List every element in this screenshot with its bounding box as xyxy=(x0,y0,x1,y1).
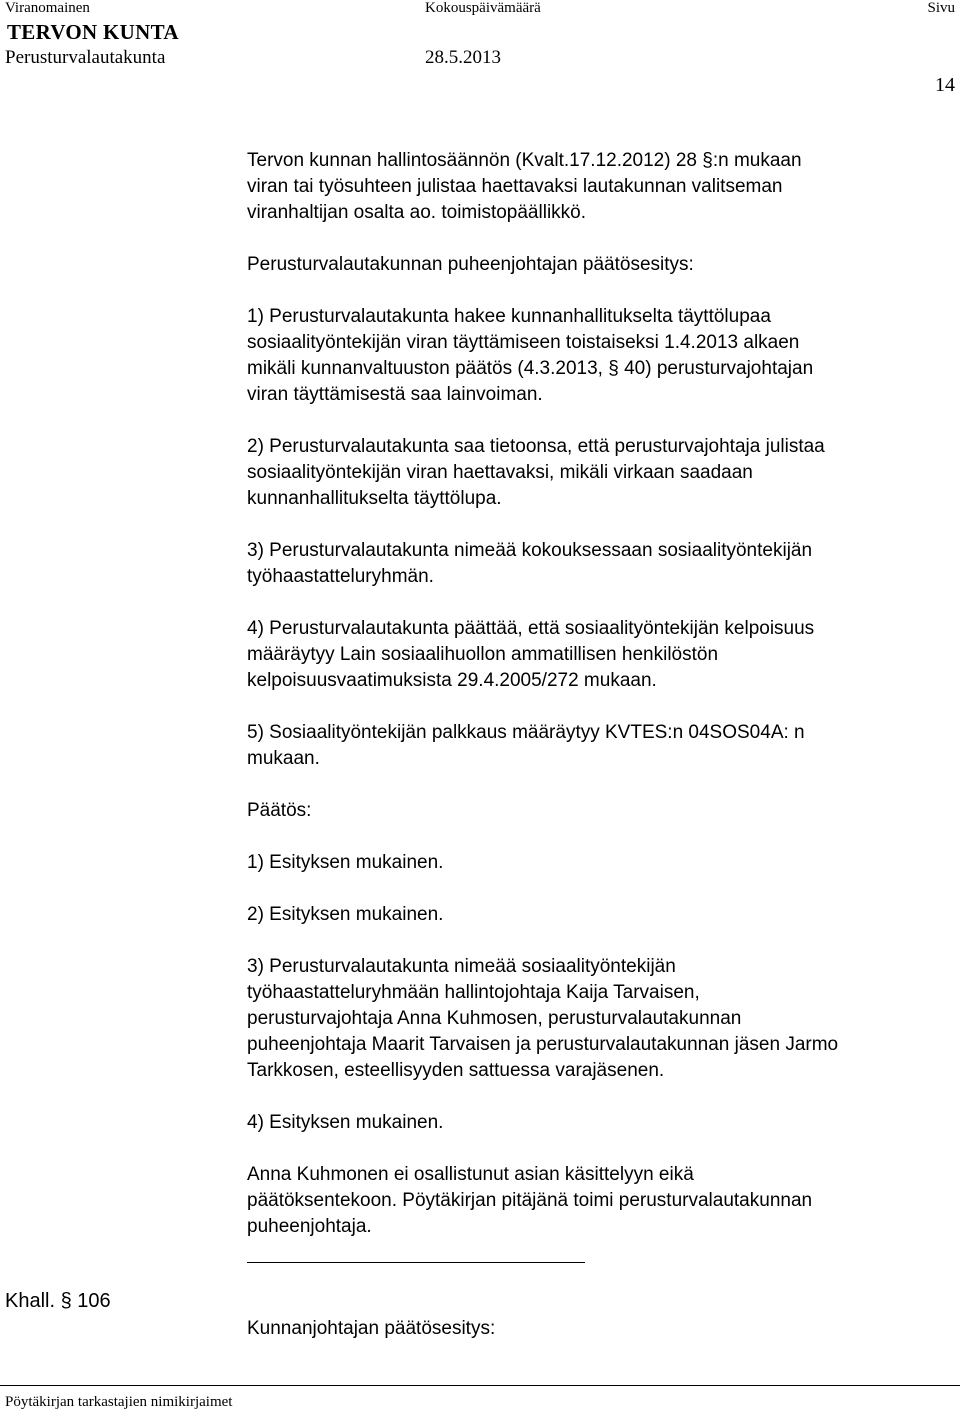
text-line: 5) Sosiaalityöntekijän palkkaus määräytyy KVTES:n 04SOS04A: n xyxy=(247,722,805,743)
text-line: 2) Perusturvalautakunta saa tietoonsa, että perusturvajohtaja julistaa xyxy=(247,436,825,457)
text-line: 3) Perusturvalautakunta nimeää sosiaalityöntekijän xyxy=(247,956,676,977)
text-line: Tarkkosen, esteellisyyden sattuessa varajäsenen. xyxy=(247,1060,665,1081)
document-footer xyxy=(0,1385,960,1418)
text-line: 4) Perusturvalautakunta päättää, että sosiaalityöntekijän kelpoisuus xyxy=(247,618,815,639)
text-line: sosiaalityöntekijän viran täyttämiseen toistaiseksi 1.4.2013 alkaen xyxy=(247,332,800,353)
text-line: sosiaalityöntekijän viran haettavaksi, mikäli virkaan saadaan xyxy=(247,462,753,483)
decision-item-3 xyxy=(247,954,952,1084)
text-line: kelpoisuusvaatimuksista 29.4.2005/272 mukaan. xyxy=(247,670,657,691)
authority-label: Viranomainen xyxy=(5,0,90,16)
text-line: viran tai työsuhteen julistaa haettavaksi lautakunnan valitseman xyxy=(247,176,783,197)
page-label: Sivu xyxy=(927,0,955,16)
text-line: kunnanhallitukselta täyttölupa. xyxy=(247,488,502,509)
text-line: määräytyy Lain sosiaalihuollon ammatillisen henkilöstön xyxy=(247,644,719,665)
document-header xyxy=(0,0,960,110)
meeting-date: 28.5.2013 xyxy=(425,47,501,68)
board-name: Perusturvalautakunta xyxy=(5,47,166,68)
separator-rule xyxy=(247,1262,585,1263)
proposal-item-3 xyxy=(247,538,952,590)
text-line: päätöksentekoon. Pöytäkirjan pitäjänä toimi perusturvalautakunnan xyxy=(247,1190,813,1211)
text-line: puheenjohtaja Maarit Tarvaisen ja perusturvalautakunnan jäsen Jarmo xyxy=(247,1034,839,1055)
footer-text: Pöytäkirjan tarkastajien nimikirjaimet xyxy=(5,1394,233,1410)
proposal-item-5 xyxy=(247,720,952,772)
text-line: viran täyttämisestä saa lainvoiman. xyxy=(247,384,543,405)
proposal-item-4 xyxy=(247,616,952,694)
text-line: puheenjohtaja. xyxy=(247,1216,372,1237)
decision-heading: Päätös: xyxy=(247,800,312,821)
next-proposal-heading: Kunnanjohtajan päätösesitys: xyxy=(247,1318,496,1339)
text-line: työhaastatteluryhmään hallintojohtaja Kaija Tarvaisen, xyxy=(247,982,700,1003)
proposal-heading: Perusturvalautakunnan puheenjohtajan päätösesitys: xyxy=(247,254,694,275)
text-line: Tervon kunnan hallintosäännön (Kvalt.17.12.2012) 28 §:n mukaan xyxy=(247,150,802,171)
text-line: työhaastatteluryhmän. xyxy=(247,566,434,587)
recusal-note xyxy=(247,1162,952,1240)
text-line: mikäli kunnanvaltuuston päätös (4.3.2013, § 40) perusturvajohtajan xyxy=(247,358,814,379)
proposal-item-2 xyxy=(247,434,952,512)
decision-item-1: 1) Esityksen mukainen. xyxy=(247,852,444,873)
document-body xyxy=(247,148,952,1266)
text-line: viranhaltijan osalta ao. toimistopäällikkö. xyxy=(247,202,587,223)
organization-name: TERVON KUNTA xyxy=(7,20,179,44)
section-label: Khall. § 106 xyxy=(5,1290,111,1312)
page-number: 14 xyxy=(935,74,955,96)
text-line: Anna Kuhmonen ei osallistunut asian käsittelyyn eikä xyxy=(247,1164,694,1185)
decision-item-4: 4) Esityksen mukainen. xyxy=(247,1112,444,1133)
text-line: 3) Perusturvalautakunta nimeää kokouksessaan sosiaalityöntekijän xyxy=(247,540,813,561)
meeting-date-label: Kokouspäivämäärä xyxy=(425,0,541,16)
text-line: mukaan. xyxy=(247,748,320,769)
intro-paragraph xyxy=(247,148,952,226)
text-line: perusturvajohtaja Anna Kuhmosen, perusturvalautakunnan xyxy=(247,1008,742,1029)
text-line: 1) Perusturvalautakunta hakee kunnanhallitukselta täyttölupaa xyxy=(247,306,771,327)
proposal-item-1 xyxy=(247,304,952,408)
decision-item-2: 2) Esityksen mukainen. xyxy=(247,904,444,925)
